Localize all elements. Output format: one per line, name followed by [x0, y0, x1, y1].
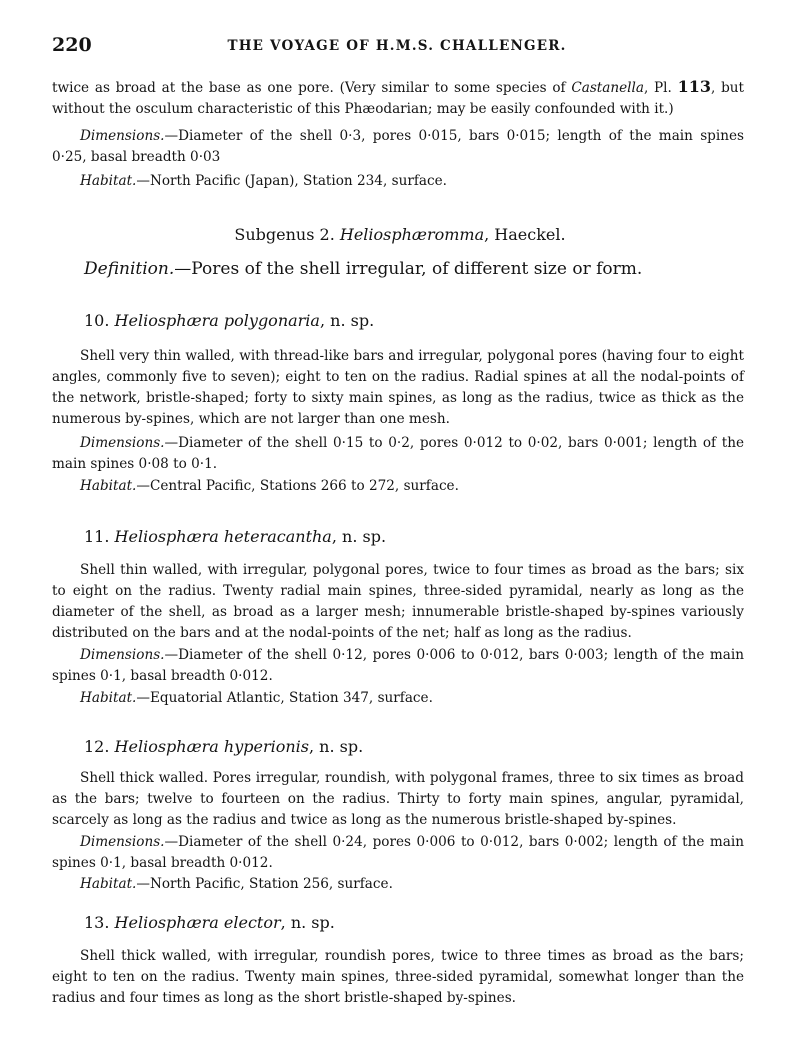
dimensions-label: Dimensions. [80, 834, 165, 850]
dimensions-label: Dimensions. [80, 435, 165, 451]
definition-label: Definition. [84, 259, 175, 279]
habitat-label: Habitat. [80, 478, 137, 494]
species-name: Heliosphæra polygonaria [114, 311, 320, 330]
species-dimensions: Dimensions.—Diameter of the shell 0·12, pores 0·006 to 0·012, bars 0·003; length of the main spines 0·1, basal breadth 0·012. [52, 647, 744, 684]
habitat-label: Habitat. [80, 173, 137, 189]
plate-number: 113 [677, 77, 712, 96]
species-dimensions: Dimensions.—Diameter of the shell 0·15 to 0·2, pores 0·012 to 0·02, bars 0·001; length of the main spines 0·08 to 0·1. [52, 435, 744, 472]
species-name: Heliosphæra hyperionis [114, 737, 309, 756]
habitat-label: Habitat. [80, 690, 137, 706]
page-header [52, 30, 742, 58]
dimensions-label: Dimensions. [80, 128, 165, 144]
subgenus-name: Heliosphæromma [339, 225, 485, 244]
species-heading: 13. Heliosphæra elector, n. sp. [84, 913, 335, 932]
dimensions-label: Dimensions. [80, 647, 165, 663]
species-name: Heliosphæra elector [114, 913, 281, 932]
running-head: THE VOYAGE OF H.M.S. CHALLENGER. [227, 38, 567, 54]
species-dimensions: Dimensions.—Diameter of the shell 0·24, pores 0·006 to 0·012, bars 0·002; length of the main spines 0·1, basal breadth 0·012. [52, 834, 744, 871]
species-heading: 11. Heliosphæra heteracantha, n. sp. [84, 527, 387, 546]
page-number: 220 [52, 34, 92, 56]
species-description: Shell thin walled, with irregular, polygonal pores, twice to four times as broad as the bars; six to eight on the radius. Twenty radial main spines, three-sided pyramidal, nearly as long as the diameter of the shell, as broad as a larger mesh; innumerable bristle-shaped by-spines variously distributed on the bars and at the nodal-points of the net; half as long as the radius. [52, 562, 744, 641]
species-heading: 10. Heliosphæra polygonaria, n. sp. [84, 311, 375, 330]
species-habitat: Habitat.—Equatorial Atlantic, Station 347, surface. [80, 690, 433, 706]
intro-paragraph: twice as broad at the base as one pore. (Very similar to some species of Castanella, Pl. 113, but without the osculum characteristic of this Phæodarian; may be easily confounded with it.) [52, 77, 745, 117]
intro-dimensions: Dimensions.—Diameter of the shell 0·3, pores 0·015, bars 0·015; length of the main spines 0·25, basal breadth 0·03 [52, 128, 744, 165]
species-description: Shell very thin walled, with thread-like bars and irregular, polygonal pores (having four to eight angles, commonly five to seven); eight to ten on the radius. Radial spines at all the nodal-points of the network, bristle-shaped; forty to sixty main spines, as long as the radius, twice as thick as the numerous by-spines, which are not larger than one mesh. [52, 348, 744, 427]
species-habitat: Habitat.—Central Pacific, Stations 266 to 272, surface. [80, 478, 459, 494]
species-heading: 12. Heliosphæra hyperionis, n. sp. [84, 737, 364, 756]
species-description: Shell thick walled. Pores irregular, roundish, with polygonal frames, three to six times as broad as the bars; twelve to fourteen on the radius. Thirty to forty main spines, angular, pyramidal, scarcely as long as the radius and twice as long as the numerous bristle-shaped by-spines. [52, 770, 744, 828]
subgenus-heading: Subgenus 2. Heliosphæromma, Haeckel. [234, 225, 566, 244]
species-description: Shell thick walled, with irregular, roundish pores, twice to three times as broad as the bars; eight to ten on the radius. Twenty main spines, three-sided pyramidal, somewhat longer than the radius and four times as long as the short bristle-shaped by-spines. [52, 948, 744, 1006]
genus-name: Castanella [571, 80, 644, 96]
habitat-label: Habitat. [80, 876, 137, 892]
species-name: Heliosphæra heteracantha [114, 527, 332, 546]
intro-habitat: Habitat.—North Pacific (Japan), Station 234, surface. [80, 173, 447, 189]
definition: Definition.—Pores of the shell irregular, of different size or form. [84, 259, 643, 279]
species-habitat: Habitat.—North Pacific, Station 256, surface. [80, 876, 393, 892]
